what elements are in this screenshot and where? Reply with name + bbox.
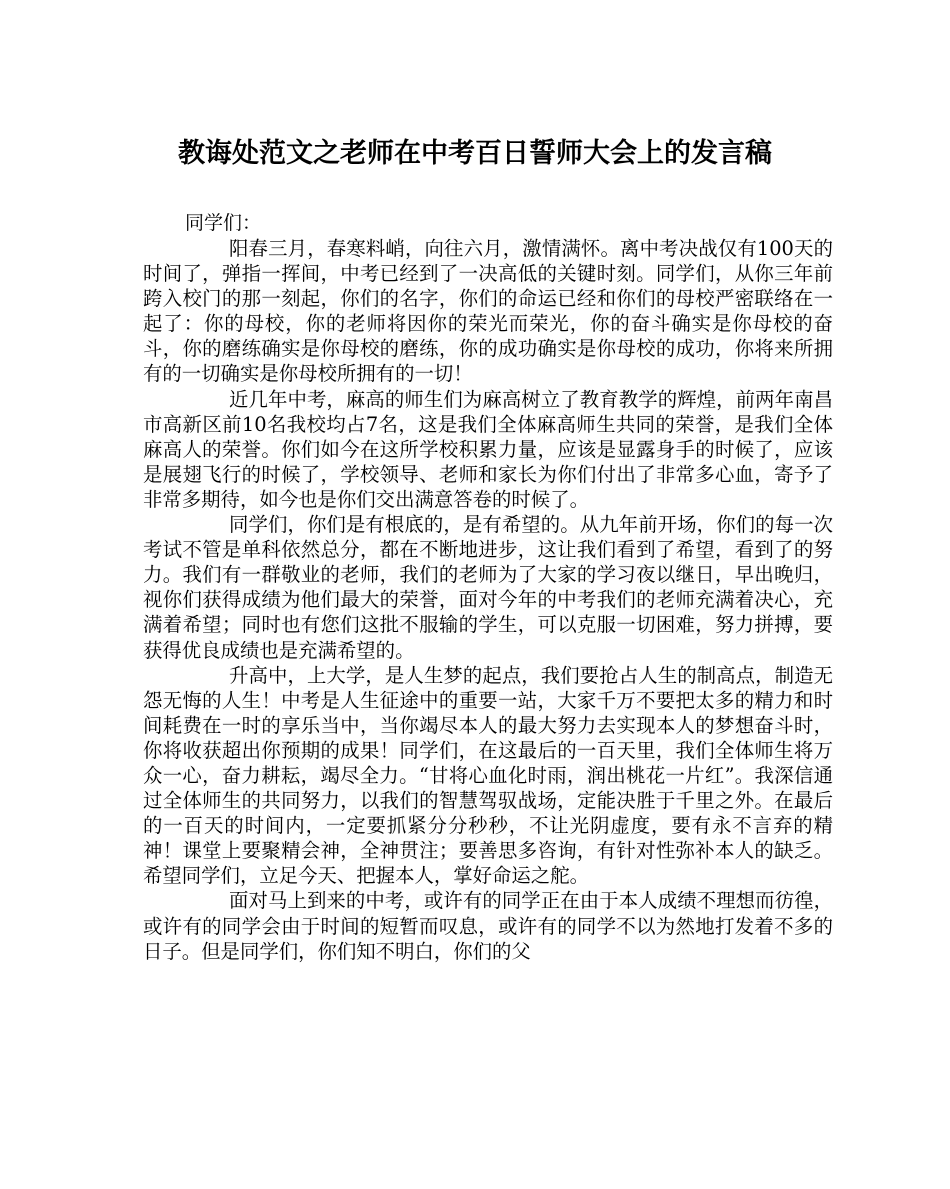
paragraph: 近几年中考，麻高的师生们为麻高树立了教育教学的辉煌，前两年南昌市高新区前10名我校均占7名，这是我们全体麻高师生共同的荣誉，是我们全体麻高人的荣誉。你们如今在这所学校积累力量，应该是显露身手的时候了，应该是展翅飞行的时候了，学校领导、老师和家长为你们付出了非常多心血，寄予了非常多期待，如今也是你们交出满意答卷的时候了。 xyxy=(143,387,833,511)
paragraph: 同学们，你们是有根底的，是有希望的。从九年前开场，你们的每一次考试不管是单科依然总分，都在不断地进步，这让我们看到了希望，看到了的努力。我们有一群敬业的老师，我们的老师为了大家的学习夜以继日，早出晚归，视你们获得成绩为他们最大的荣誉，面对今年的中考我们的老师充满着决心，充满着希望；同时也有您们这批不服输的学生，可以克服一切困难，努力拼搏，要获得优良成绩也是充满希望的。 xyxy=(143,513,833,662)
document-title: 教诲处范文之老师在中考百日誓师大会上的发言稿 xyxy=(178,138,772,169)
paragraph: 面对马上到来的中考，或许有的同学正在由于本人成绩不理想而彷徨，或许有的同学会由于时间的短暂而叹息，或许有的同学不以为然地打发着不多的日子。但是同学们，你们知不明白，你们的父 xyxy=(143,889,833,963)
document-body xyxy=(143,236,833,964)
paragraph: 阳春三月，春寒料峭，向往六月，激情满怀。离中考决战仅有100天的时间了，弹指一挥间，中考已经到了一决高低的关键时刻。同学们，从你三年前跨入校门的那一刻起，你们的名字，你们的命运已经和你们的母校严密联络在一起了：你的母校，你的老师将因你的荣光而荣光，你的奋斗确实是你母校的奋斗，你的磨练确实是你母校的磨练，你的成功确实是你母校的成功，你将来所拥有的一切确实是你母校所拥有的一切！ xyxy=(143,237,833,386)
salutation: 同学们： xyxy=(185,212,262,234)
paragraph: 升高中，上大学，是人生梦的起点，我们要抢占人生的制高点，制造无怨无悔的人生！中考是人生征途中的重要一站，大家千万不要把太多的精力和时间耗费在一时的享乐当中，当你竭尽本人的最大努力去实现本人的梦想奋斗时，你将收获超出你预期的成果！同学们，在这最后的一百天里，我们全体师生将万众一心，奋力耕耘，竭尽全力。“甘将心血化时雨，润出桃花一片红”。我深信通过全体师生的共同努力，以我们的智慧驾驭战场，定能决胜于千里之外。在最后的一百天的时间内，一定要抓紧分分秒秒，不让光阴虚度，要有永不言弃的精神！课堂上要聚精会神，全神贯注；要善思多咨询，有针对性弥补本人的缺乏。希望同学们，立足今天、把握本人，掌好命运之舵。 xyxy=(143,663,833,888)
